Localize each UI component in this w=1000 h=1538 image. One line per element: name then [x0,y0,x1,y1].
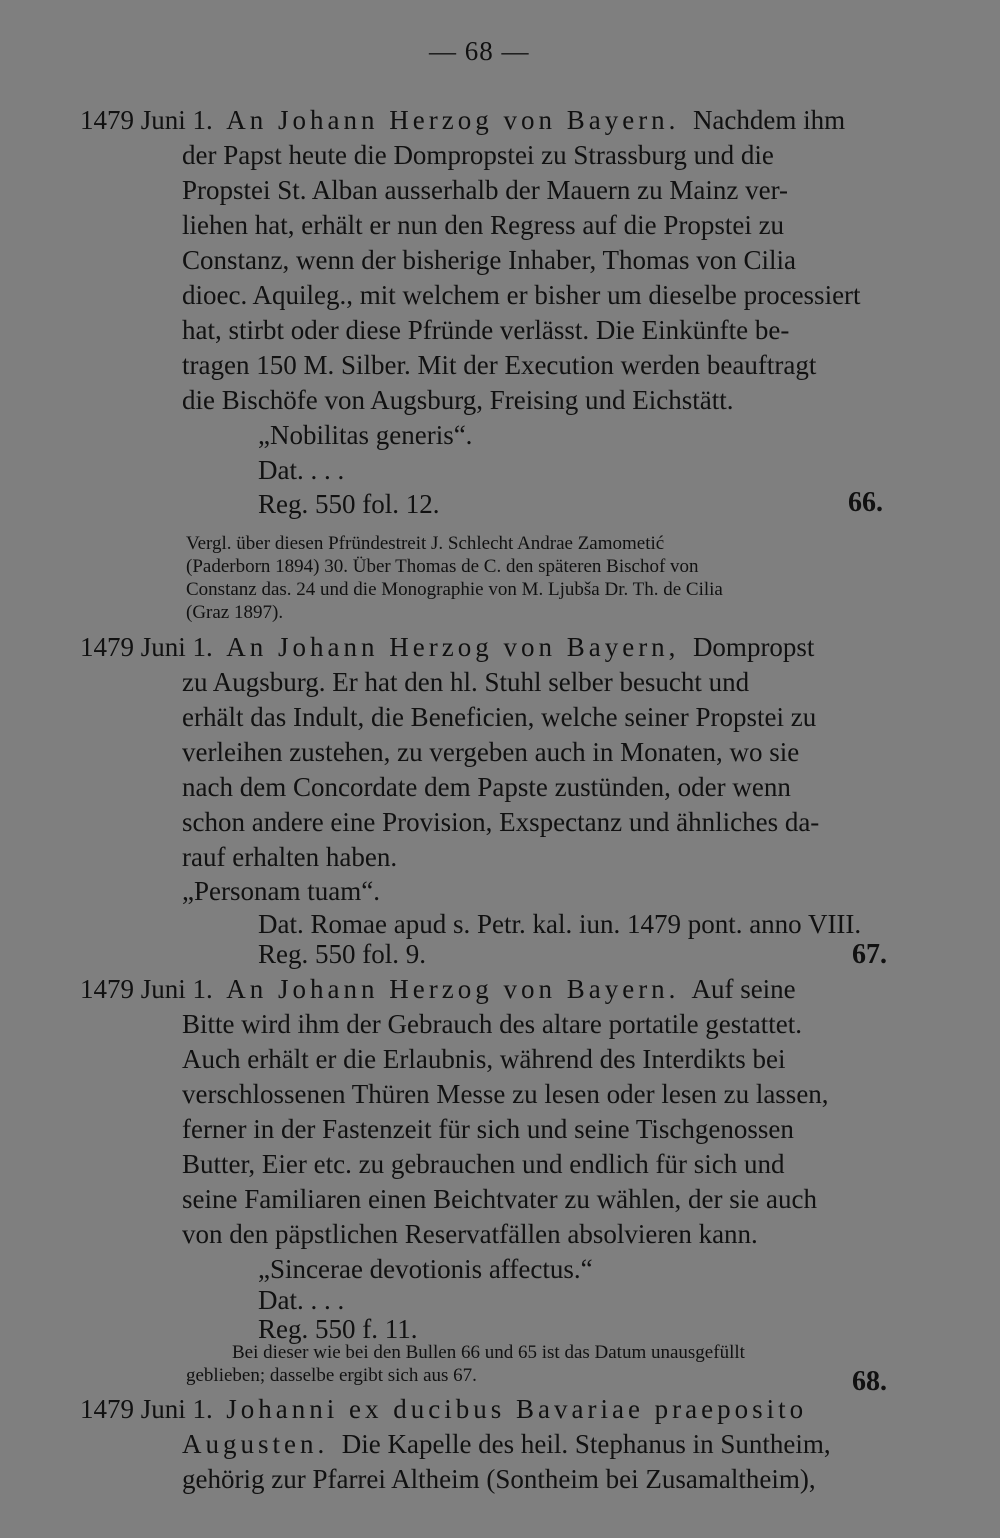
entry-addressee: Johanni ex ducibus Bavariae praeposito [226,1394,808,1424]
entry-heading [80,1392,807,1426]
entry-date: 1479 Juni 1. [80,974,213,1004]
page-number: — 68 — [429,36,530,66]
entry-text-line: ferner in der Fastenzeit für sich und seine Tischgenossen [182,1114,794,1144]
entry-addressee: An Johann Herzog von Bayern. [226,974,680,1004]
incipit: „Sincerae devotionis affectus.“ [258,1254,593,1284]
entry-text-line: gehörig zur Pfarrei Altheim (Sontheim bei Zusamaltheim), [182,1464,816,1494]
entry-text-line: Bitte wird ihm der Gebrauch des altare portatile gestattet. [182,1009,803,1039]
entry-number: 66. [848,487,883,518]
footnote-line: geblieben; dasselbe ergibt sich aus 67. [186,1365,477,1386]
entry-text-line: Auch erhält er die Erlaubnis, während des Interdikts bei [182,1044,786,1074]
footnote-line: (Paderborn 1894) 30. Über Thomas de C. den späteren Bischof von [186,556,699,577]
entry-addressee: An Johann Herzog von Bayern, [226,632,680,662]
entry-text-line: von den päpstlichen Reservatfällen absolvieren kann. [182,1219,758,1249]
footnote-line: Vergl. über diesen Pfründestreit J. Schlecht Andrae Zamometić [186,533,665,554]
dat-line: Dat. . . . [258,1285,345,1315]
register-reference: Reg. 550 fol. 12. [258,489,440,519]
footnote-line: (Graz 1897). [186,602,284,623]
entry-text-line: dioec. Aquileg., mit welchem er bisher um dieselbe processiert [182,280,861,310]
dat-line: Dat. Romae apud s. Petr. kal. iun. 1479 pont. anno VIII. [258,909,862,939]
entry-heading [80,972,796,1006]
register-reference: Reg. 550 fol. 9. [258,939,426,969]
dat-line: Dat. . . . [258,455,345,485]
entry-text-line: liehen hat, erhält er nun den Regress auf die Propstei zu [182,210,785,240]
entry-text-line: Dompropst [692,632,815,662]
entry-text-line: hat, stirbt oder diese Pfründe verlässt. Die Einkünfte be- [182,315,790,345]
entry-text-line: der Papst heute die Dompropstei zu Strassburg und die [182,140,774,170]
entry-addressee: An Johann Herzog von Bayern. [226,105,680,135]
incipit: „Nobilitas generis“. [258,420,473,450]
footnote-line: Bei dieser wie bei den Bullen 66 und 65 ist das Datum unausgefüllt [232,1342,745,1363]
entry-text-fragment: Augusten. [182,1429,329,1459]
entry-text-line: nach dem Concordate dem Papste zustünden, oder wenn [182,772,791,802]
entry-text-line: erhält das Indult, die Beneficien, welche seiner Propstei zu [182,702,817,732]
footnote-line: Constanz das. 24 und die Monographie von M. Ljubša Dr. Th. de Cilia [186,579,723,600]
entry-text-line: zu Augsburg. Er hat den hl. Stuhl selber besucht und [182,667,750,697]
register-reference: Reg. 550 f. 11. [258,1314,418,1344]
entry-text-line: Butter, Eier etc. zu gebrauchen und endlich für sich und [182,1149,785,1179]
entry-text-line: verleihen zustehen, zu vergeben auch in Monaten, wo sie [182,737,800,767]
entry-text-line: seine Familiaren einen Beichtvater zu wählen, der sie auch [182,1184,817,1214]
entry-text-line: Nachdem ihm [692,105,846,135]
entry-date: 1479 Juni 1. [80,632,213,662]
entry-text-line: Propstei St. Alban ausserhalb der Mauern zu Mainz ver- [182,175,789,205]
entry-text-line: Constanz, wenn der bisherige Inhaber, Thomas von Cilia [182,245,797,275]
entry-text-line: verschlossenen Thüren Messe zu lesen oder lesen zu lassen, [182,1079,829,1109]
entry-text-line: tragen 150 M. Silber. Mit der Execution werden beauftragt [182,350,817,380]
entry-text-line: Auf seine [691,974,796,1004]
entry-heading [80,630,814,664]
entry-heading [80,103,845,137]
entry-text-line: rauf erhalten haben. [182,842,398,872]
entry-text-line: die Bischöfe von Augsburg, Freising und Eichstätt. [182,385,734,415]
entry-text-line [182,1427,831,1461]
entry-text-line: schon andere eine Provision, Exspectanz und ähnliches da- [182,807,820,837]
entry-text-fragment: Die Kapelle des heil. Stephanus in Suntheim, [341,1429,831,1459]
incipit: „Personam tuam“. [182,876,380,906]
entry-number: 68. [852,1366,887,1397]
entry-date: 1479 Juni 1. [80,1394,213,1424]
entry-number: 67. [852,939,887,970]
entry-date: 1479 Juni 1. [80,105,213,135]
